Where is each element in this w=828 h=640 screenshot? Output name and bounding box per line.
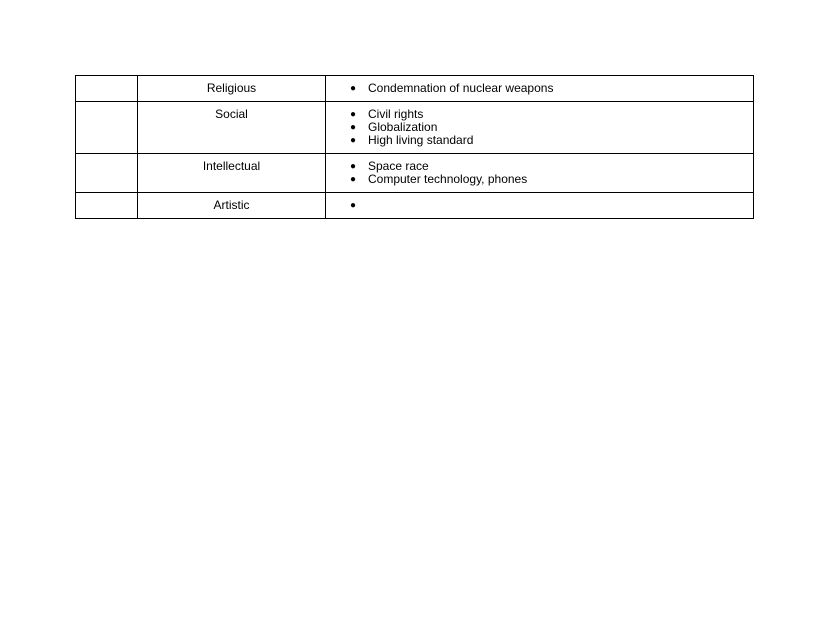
bullet-icon: ●	[350, 200, 357, 211]
table-row	[76, 76, 754, 102]
details-cell	[326, 102, 754, 154]
list-item-text: Space race	[368, 159, 429, 173]
empty-cell	[76, 102, 138, 154]
category-label: Intellectual	[202, 159, 261, 173]
category-label: Artistic	[213, 198, 250, 212]
details-cell	[326, 193, 754, 219]
list-item-text: Condemnation of nuclear weapons	[368, 81, 554, 95]
category-cell	[138, 193, 326, 219]
table-row	[76, 102, 754, 154]
bullet-icon: ●	[350, 109, 357, 120]
bullet-icon: ●	[350, 83, 357, 94]
list-item	[350, 199, 753, 212]
category-label: Social	[215, 107, 248, 121]
details-cell	[326, 154, 754, 193]
list-item-text: Computer technology, phones	[368, 172, 528, 186]
list-item	[350, 134, 753, 147]
category-label: Religious	[206, 81, 257, 95]
bullet-icon: ●	[350, 135, 357, 146]
category-cell	[138, 102, 326, 154]
bullet-list	[326, 160, 753, 186]
list-item	[350, 173, 753, 186]
empty-cell	[76, 154, 138, 193]
bullet-list	[326, 199, 753, 212]
category-cell	[138, 76, 326, 102]
details-cell	[326, 76, 754, 102]
empty-cell	[76, 76, 138, 102]
bullet-list	[326, 108, 753, 147]
table-row	[76, 193, 754, 219]
list-item-text: High living standard	[368, 133, 474, 147]
empty-cell	[76, 193, 138, 219]
list-item-text: Civil rights	[368, 107, 424, 121]
bullet-icon: ●	[350, 174, 357, 185]
list-item	[350, 82, 753, 95]
bullet-list	[326, 82, 753, 95]
bullet-icon: ●	[350, 161, 357, 172]
category-cell	[138, 154, 326, 193]
table-row	[76, 154, 754, 193]
bullet-icon: ●	[350, 122, 357, 133]
list-item-text: Globalization	[368, 120, 438, 134]
notes-table	[75, 75, 754, 219]
